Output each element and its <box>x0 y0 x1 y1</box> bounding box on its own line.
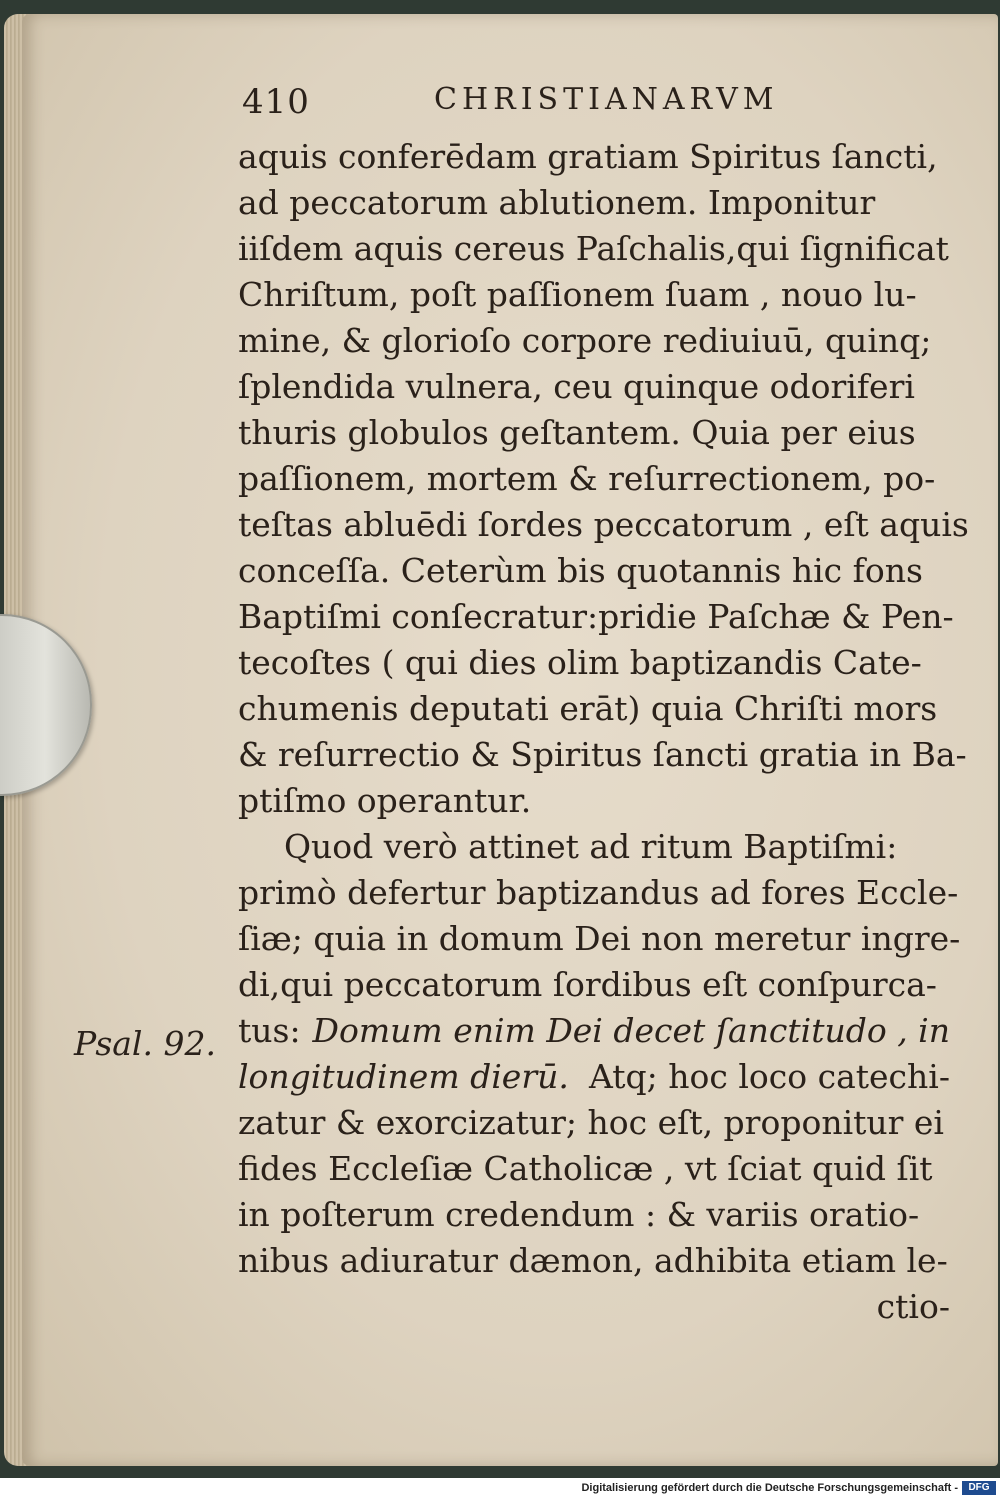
text-block <box>238 72 969 1330</box>
text-line: Baptiſmi conſecratur:pridie Paſchæ & Pen- <box>238 597 954 636</box>
text-fragment: tus: <box>238 1011 301 1050</box>
margin-note: Psal. 92. <box>74 1024 216 1063</box>
catchword: ctio- <box>876 1287 950 1326</box>
text-line: thuris globulos geſtantem. Quia per eius <box>238 413 916 452</box>
text-line: & reſurrectio & Spiritus ſancti gratia in Ba- <box>238 735 967 774</box>
italic-quotation: longitudinem dierū. <box>238 1057 569 1096</box>
text-fragment: Atq; hoc loco catechi- <box>589 1057 950 1096</box>
text-line: aquis conferēdam gratiam Spiritus ſancti, <box>238 137 938 176</box>
dfg-logo-icon: DFG <box>962 1481 996 1495</box>
text-line: iiſdem aquis cereus Paſchalis,qui ſignificat <box>238 229 949 268</box>
text-line: tecoſtes ( qui dies olim baptizandis Cate- <box>238 643 922 682</box>
running-head <box>238 72 950 134</box>
text-line-paragraph-start: Quod verò attinet ad ritum Baptiſmi: <box>284 827 898 866</box>
text-line: nibus adiuratur dæmon, adhibita etiam le- <box>238 1241 948 1280</box>
text-line: ptiſmo operantur. <box>238 781 532 820</box>
text-line: conceſſa. Ceterùm bis quotannis hic fons <box>238 551 923 590</box>
running-head-title: CHRISTIANARVM <box>434 82 779 117</box>
italic-quotation: Domum enim Dei decet ſanctitudo , in <box>312 1011 950 1050</box>
text-line <box>238 1008 950 1054</box>
funding-credit: Digitalisierung gefördert durch die Deutsche Forschungsgemeinschaft - <box>581 1482 958 1494</box>
text-line: ſplendida vulnera, ceu quinque odoriferi <box>238 367 915 406</box>
text-line: zatur & exorcizatur; hoc eſt, proponitur ei <box>238 1103 944 1142</box>
text-line: Chriſtum, poſt paſſionem ſuam , nouo lu- <box>238 275 917 314</box>
text-line: paſſionem, mortem & reſurrectionem, po- <box>238 459 936 498</box>
text-line: mine, & glorioſo corpore rediuiuū, quinq; <box>238 321 932 360</box>
text-line: in poſterum credendum : & variis oratio- <box>238 1195 920 1234</box>
text-line: primò defertur baptizandus ad fores Eccle- <box>238 873 959 912</box>
text-line: teſtas abluēdi ſordes peccatorum , eſt aquis <box>238 505 969 544</box>
text-line: chumenis deputati erāt) quia Chriſti mors <box>238 689 938 728</box>
text-line: ſiæ; quia in domum Dei non meretur ingre- <box>238 919 961 958</box>
text-line <box>238 1054 950 1100</box>
text-line: ad peccatorum ablutionem. Imponitur <box>238 183 876 222</box>
text-line: fides Eccleſiæ Catholicæ , vt ſciat quid ſit <box>238 1149 933 1188</box>
text-line: di,qui peccatorum ſordibus eſt conſpurca- <box>238 965 937 1004</box>
page-number: 410 <box>242 82 310 122</box>
